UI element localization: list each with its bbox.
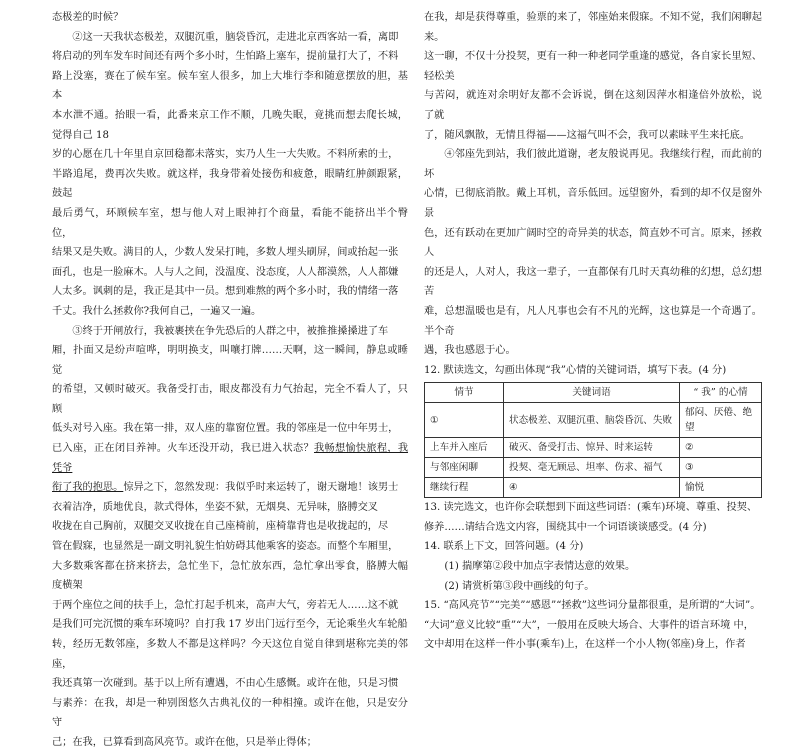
text-line: 难，总想温暖也是有，凡人凡事也会有不凡的光辉，这也算是一个奇遇了。半个奇 (424, 305, 762, 337)
table-cell: 投契、毫无顾忌、坦率、伤求、福气 (504, 458, 680, 478)
table-cell: 上车并入座后 (425, 438, 504, 458)
text-line: 收拢在自己胸前，双腿交叉收拢在自己座椅前，座椅靠背也是收拢起的，尽 (52, 521, 389, 533)
table-header-cell: “ 我” 的心情 (680, 383, 762, 403)
plain-text: 惊异之下，忽然发现：我似乎时来运转了，谢天谢地！该男士 (123, 482, 399, 494)
table-header-cell: 情节 (425, 383, 504, 403)
text-line: 转，经历无数邻座，多数人不都是这样吗？今天这位自觉自律到堪称完美的邻座， (52, 639, 408, 670)
text-line: 半路追尾，费再次失败。就这样，我身带着处接伤和疲惫，眼睛红肿颜跟紧，鼓起 (52, 168, 408, 200)
table-cell: 状态极差、双腿沉重、脑袋昏沉、失败 (504, 403, 680, 438)
text-line: 低头对号入座。我在第一排，双人座的靠窗位置。我的邻座是一位中年男士， (52, 423, 399, 435)
text-line: 千丈。我什么拯救你?我何自己，一遍又一遍。 (52, 305, 262, 317)
table-row (425, 403, 762, 438)
text-line: ④邻座先到站，我们彼此道谢，老友般说再见。我继续行程，而此前的坏 (424, 149, 762, 180)
text-line: 遇，我也感恩于心。 (424, 345, 516, 357)
table-cell: 继续行程 (425, 478, 504, 498)
text-line: 的希望，又顿时破灭。我备受打击，眼皮都没有力气抬起，完全不看人了，只顾 (52, 384, 408, 415)
text-line: 厢，扑面又是纷声喧哗，明明换支，叫嚷打牌……天啊，这一瞬间，静息或睡觉 (52, 345, 408, 376)
question-15: 15. “高风亮节”“完美”“感恩”“拯救”这些词分量都很重，是所谓的“大词”。 (424, 600, 761, 612)
table-cell: ② (680, 438, 762, 458)
table-row (425, 438, 762, 458)
plain-text: 已入座，正在闭目养神。火车还没开动，我已进入状态？ (52, 443, 314, 455)
text-line: 衣着洁净，质地优良，款式得体，坐姿不狱，无烟臭、无异味，胳膊交叉 (52, 501, 378, 513)
text-line: 本水泄不通。抬眼一看，此番来京工作不顺，几晚失眠，竟挑而想去爬长城，觉得自己 18 (52, 109, 408, 141)
table-cell: ④ (504, 478, 680, 498)
text-line: 态极差的时候？ (52, 12, 124, 23)
question-14-title: 14. 联系上下文，回答问题。(4 分) (424, 541, 584, 553)
text-line: 心情，已彻底消散。戴上耳机，音乐低回。远望窗外，看到的却不仅是窗外景 (424, 188, 762, 219)
text-line: ②这一天我状态极差，双腿沉重，脑袋昏沉，走进北京西客站一看，离即 (72, 31, 399, 43)
question-12-title: 12. 默读选文，勾画出体现“我”心情的关键词语，填写下表。(4 分) (424, 364, 727, 376)
question-14-item: (1) 揣摩第②段中加点字表情达意的效果。 (444, 561, 636, 573)
text-line: 我还真第一次碰到。基于以上所有遭遇，不由心生感慨。或许在他，只是习惯 (52, 678, 399, 690)
text-line: 了，随风飘散，无情且得福——这福气叫不会，我可以素昧平生来托底。 (424, 129, 750, 141)
text-line (52, 478, 408, 498)
text-line: 色，还有跃动在更加广阔时空的奇异美的状态，简直妙不可言。原来，拯救人 (424, 227, 762, 259)
text-line: 是我们可完沉惯的乘车环境吗？自打我 17 岁出门远行至今，无论乘坐火车轮船 (52, 619, 408, 631)
text-line: 己；在我，已算看到高风亮节。或许在他，只是举止得体； (52, 736, 317, 748)
text-line: 这一聊，不仅十分投契，更有一种一种老同学重逢的感觉，各自家长里短、轻松美 (424, 51, 762, 82)
text-line: 大多数乘客都在挤来挤去，急忙坐下，急忙放东西，急忙拿出零食，胳膊大幅度横架 (52, 560, 408, 592)
text-line: 路上没塞，赛在了候车室。候车室人很多，加上大堆行李和随意摆放的胆，基本 (52, 70, 408, 102)
answer-table (424, 382, 762, 498)
text-line (52, 439, 408, 478)
right-column (424, 8, 762, 655)
text-line: 结果又是失败。满目的人，少数人发呆打盹，多数人埋头刷屏，间或抬起一张 (52, 247, 399, 259)
table-cell: ③ (680, 458, 762, 478)
table-cell: 郁闷、厌倦、绝望 (680, 403, 762, 438)
underlined-sentence: 衔了我的抱思。 (52, 482, 124, 494)
text-line: 与素养：在我，却是一种别图悠久古典礼仪的一种相撞。或许在他，只是安分守 (52, 697, 408, 729)
table-cell: 与邻座闲聊 (425, 458, 504, 478)
table-cell: ① (425, 403, 504, 438)
table-cell: 愉悦 (680, 478, 762, 498)
text-line: 面孔，也是一脸麻木。人与人之间，没温度、没态度，人人都漠然，人人都嫌 (52, 266, 399, 278)
left-column (52, 8, 408, 753)
text-line: 与苦闷，就连对余明好友都不会诉说，倒在这刻因萍水相逢倍外放松，说 了就 (424, 90, 762, 121)
text-line: ③终于开闸放行，我被裹挟在争先恐后的人群之中，被推推搡搡进了车 (72, 325, 389, 337)
text-line: 岁的心愿在几十年里自京回稳都未落实，实乃人生一大失败。不料所索的士， (52, 149, 399, 161)
text-line: 管在假寐，也显然是一副文明礼貌生怕妨碍其他乘客的姿态。而整个车厢里， (52, 541, 399, 553)
text-line: 人太多。讽刺的是，我正是其中一员。想到难熬的两个多小时，我的情绪一落 (52, 286, 399, 298)
text-line: 最后勇气，环顾候车室，想与他人对上眼神打个商量，看能不能挤出半个臀位， (52, 207, 408, 239)
text-line: 的还是人，人对人，我这一辈子，一直都保有几时天真幼稚的幻想，总幻想苦 (424, 266, 762, 298)
text-line: 在我，却是获得尊重，验票的来了，邻座始来假寐。不知不觉，我们闲聊起来。 (424, 12, 762, 43)
question-14-item: (2) 请赏析第③段中画线的句子。 (444, 580, 595, 592)
question-13: 13. 读完选文，也许你会联想到下面这些词语：(乘车)环境、尊重、投契、修养……请结合选文内容，围绕其中一个词语谈谈感受。(4 分) (424, 502, 758, 533)
table-header-cell: 关键词语 (504, 383, 680, 403)
table-row (425, 478, 762, 498)
table-cell: 破灭、备受打击、惊异、时来运转 (504, 438, 680, 458)
table-header-row (425, 383, 762, 403)
underlined-sentence: 我畅想愉快旅程，我凭爷 (52, 443, 409, 474)
text-line: 于两个座位之间的扶手上，急忙打起手机来，高声大气，旁若无人……这不就 (52, 599, 399, 611)
question-15-cont: “大词”意义比较“重”“大”，一般用在反映大场合、大事件的语言环境 中，文中却用在这样一件小事(乘车)上，在这样一个小人物(邻座)身上，作者 (424, 619, 754, 651)
text-line: 将启动的列车发车时间还有两个多小时，生怕路上塞车，提前量打大了，不料 (52, 51, 399, 63)
table-row (425, 458, 762, 478)
